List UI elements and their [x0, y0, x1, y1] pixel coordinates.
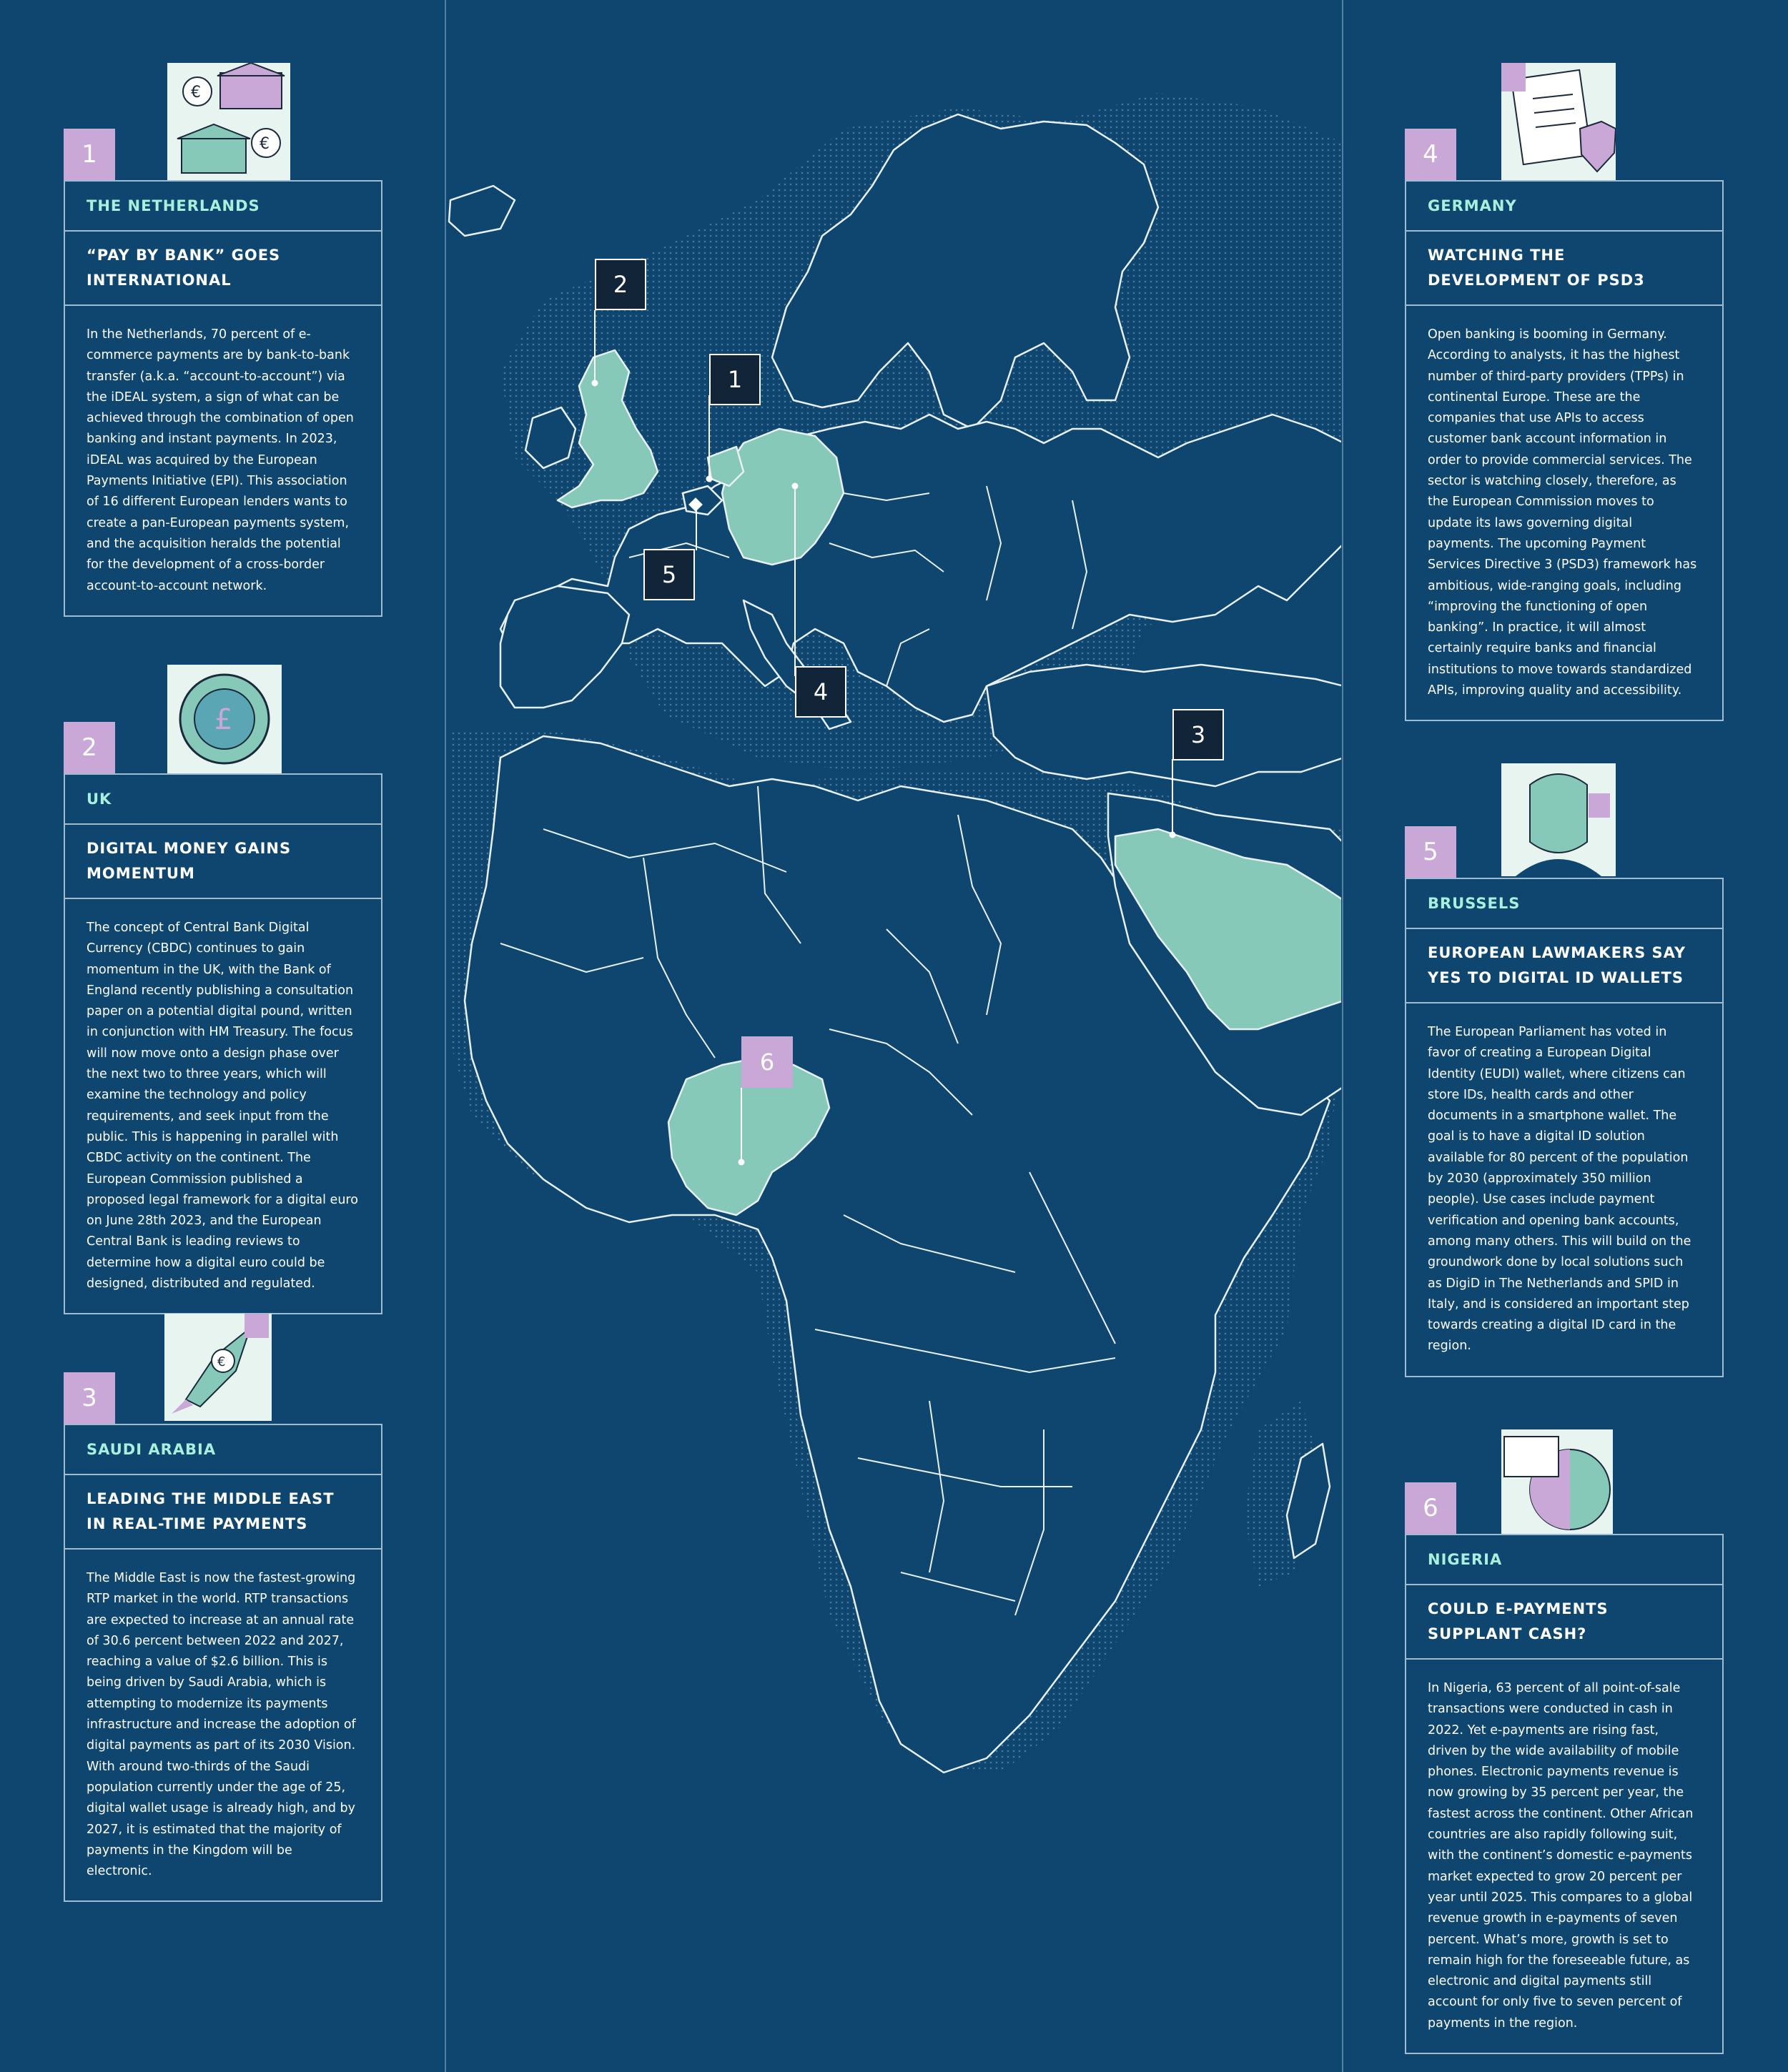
svg-text:€: € — [191, 84, 201, 101]
map-tag-1: 1 — [709, 354, 761, 405]
card-4-body: Open banking is booming in Germany. According to analysts, it has the highest number of third-party providers (TPPs) in continental Europe. These are the companies that use APIs to access customer bank account information in order to provide commercial services. The sector is watching closely, therefore, as the European Commission moves to update its laws governing digital payments. The upcoming Payment Services Directive 3 (PSD3) framework has ambitious, wide-ranging goals, including “improving the functioning of open banking”. In practice, it will almost certainly require banks and financial institutions to move towards standardized APIs, improving quality and accessibility. — [1428, 327, 1697, 698]
card-3-number: 3 — [64, 1372, 115, 1424]
digital-pound-coin-icon — [167, 665, 282, 776]
card-brussels — [1405, 878, 1724, 1377]
card-5-number: 5 — [1405, 826, 1456, 878]
card-2-headline: DIGITAL MONEY GAINS MOMENTUM — [65, 825, 381, 899]
card-1-country: THE NETHERLANDS — [65, 182, 381, 232]
bank-transfer-icon — [167, 63, 290, 183]
card-3-body: The Middle East is now the fastest-growing RTP market in the world. RTP transactions are expected to increase at an annual rate of 30.6 percent between 2022 and 2027, reaching a value of $2.6 billion. This is being driven by Saudi Arabia, which is attempting to modernize its payments infrastructure and increase the adoption of digital payments as part of its 2030 Vision. With around two-thirds of the Saudi population currently under the age of 25, digital wallet usage is already high, and by 2027, it is estimated that the majority of payments in the Kingdom will be electronic. — [87, 1571, 356, 1879]
card-uk — [64, 773, 382, 1314]
turkey-outline — [987, 665, 1344, 786]
card-5-headline: EUROPEAN LAWMAKERS SAY YES TO DIGITAL ID WALLETS — [1406, 929, 1722, 1003]
card-4-headline: WATCHING THE DEVELOPMENT OF PSD3 — [1406, 232, 1722, 306]
clipboard-shield-icon — [1501, 63, 1616, 183]
card-2-number: 2 — [64, 722, 115, 773]
map-tag-2: 2 — [595, 259, 646, 310]
svg-text:€: € — [217, 1354, 226, 1369]
card-1-number: 1 — [64, 129, 115, 180]
iberia-outline — [500, 586, 629, 708]
card-2-country: UK — [65, 775, 381, 825]
map-tag-5: 5 — [643, 549, 695, 600]
card-6-number: 6 — [1405, 1482, 1456, 1534]
card-germany — [1405, 180, 1724, 721]
card-2-body: The concept of Central Bank Digital Currency (CBDC) continues to gain momentum in the UK, with the Bank of England recently publishing a consultation paper on a potential digital pound, written in conjunction with HM Treasury. The focus will now move onto a design phase over the next two to three years, which will examine the technology and policy requirements, and seek input from the public. This is happening in parallel with CBDC activity on the continent. The European Commission published a proposed legal framework for a digital euro on June 28th 2023, and the European Central Bank is leading reviews to determine how a digital euro could be designed, distributed and regulated. — [87, 921, 358, 1292]
card-nigeria — [1405, 1534, 1724, 2054]
map-tag-6: 6 — [741, 1036, 793, 1088]
card-6-country: NIGERIA — [1406, 1535, 1722, 1585]
card-saudi-arabia — [64, 1424, 382, 1902]
rocket-euro-icon — [164, 1314, 272, 1424]
card-5-country: BRUSSELS — [1406, 879, 1722, 929]
card-netherlands — [64, 180, 382, 617]
face-id-icon — [1501, 763, 1616, 879]
svg-text:€: € — [260, 135, 270, 153]
card-4-number: 4 — [1405, 129, 1456, 180]
card-4-country: GERMANY — [1406, 182, 1722, 232]
card-3-country: SAUDI ARABIA — [65, 1425, 381, 1475]
globe-chart-icon — [1501, 1429, 1613, 1537]
card-6-headline: COULD E-PAYMENTS SUPPLANT CASH? — [1406, 1585, 1722, 1660]
card-1-body: In the Netherlands, 70 percent of e-commerce payments are by bank-to-bank transfer (a.k.a. “account-to-account”) via the iDEAL system, a sign of what can be achieved through the combination of open banking and instant payments. In 2023, iDEAL was acquired by the European Payments Initiative (EPI). This association of 16 different European lenders wants to create a pan-European payments system, and the acquisition heralds the potential for the development of a cross-border account-to-account network. — [87, 327, 354, 593]
svg-text:£: £ — [214, 703, 233, 736]
map-tag-3: 3 — [1172, 709, 1224, 760]
map-tag-4: 4 — [795, 666, 846, 718]
card-6-body: In Nigeria, 63 percent of all point-of-sale transactions were conducted in cash in 2022. Yet e-payments are rising fast, driven by the wide availability of mobile phones. Electronic payments revenue is now growing by 35 percent per year, the fastest across the continent. Other African countries are also rapidly following suit, with the continent’s domestic e-payments market expected to grow 20 percent per year until 2025. This compares to a global revenue growth in e-payments of seven percent. What’s more, growth is set to remain high for the foreseeable future, as electronic and digital payments still account for only five to seven percent of payments in the region. — [1428, 1681, 1694, 2031]
card-3-headline: LEADING THE MIDDLE EAST IN REAL-TIME PAYMENTS — [65, 1475, 381, 1550]
card-1-headline: “PAY BY BANK” GOES INTERNATIONAL — [65, 232, 381, 306]
iceland-outline — [449, 186, 515, 236]
card-5-body: The European Parliament has voted in favor of creating a European Digital Identity (EUDI) wallet, where citizens can store IDs, health cards and other documents in a smartphone wallet. The goal is to have a digital ID solution available for 80 percent of the population by 2030 (approximately 350 million people). Use cases include payment verification and opening bank accounts, among many others. This will build on the groundwork done by local solutions such as DigiD in The Netherlands and SPID in Italy, and is considered an important step towards creating a digital ID card in the region. — [1428, 1025, 1691, 1354]
